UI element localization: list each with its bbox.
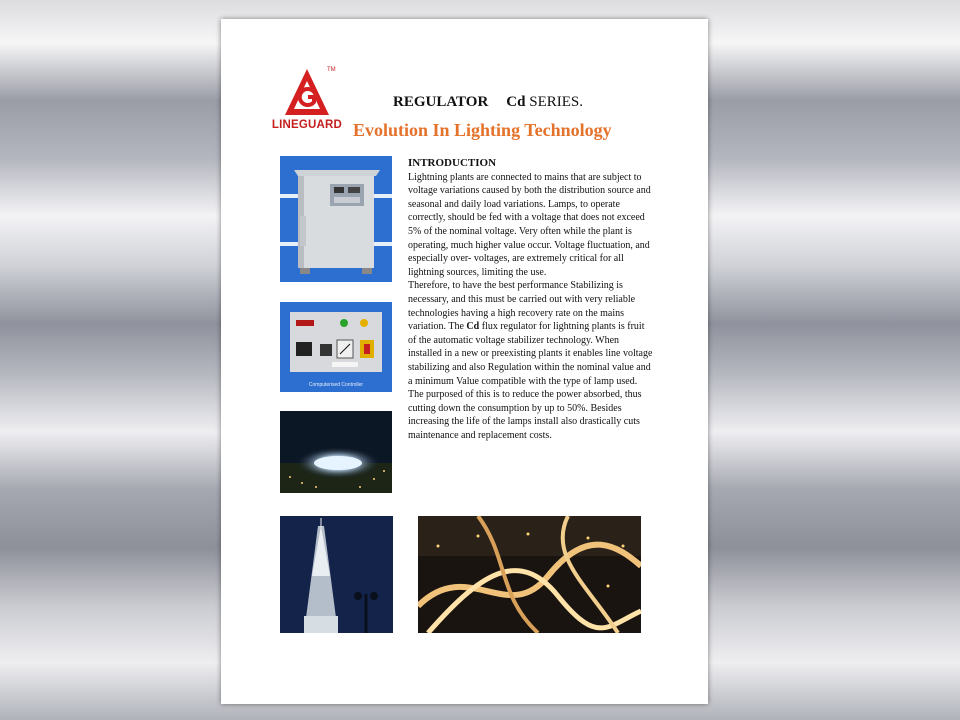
introduction-paragraph-1: Lightning plants are connected to mains that are subject to voltage variations caused by both the distribution source and seasonal and daily load variations. Lamps, to operate correctly, should be fed with a voltage that does not exceed 5% of the nominal voltage. Very often while the plant is operating, much higher value occur. Voltage fluctuation, and especially over- voltages, are extremely critical for all lightning sources, limiting the use. — [408, 171, 651, 278]
panel-caption: Computerised Controller — [308, 382, 364, 388]
title-series-code: Cd — [506, 94, 526, 110]
cabinet-photo — [280, 156, 392, 282]
brochure-page — [221, 19, 708, 704]
spire-photo — [280, 516, 393, 633]
introduction-paragraph-2 — [408, 279, 654, 442]
control-panel-photo — [280, 302, 392, 392]
lineguard-logo — [269, 67, 345, 139]
introduction-text — [408, 157, 654, 442]
title-regulator: REGULATOR — [393, 94, 489, 110]
trademark-mark: TM — [327, 67, 336, 73]
paragraph-2-start: Therefore, to have the best performance Stabilizing is necessary, and this must be carried out with very reliable technologies having a high recovery rate on the mains variation. The — [408, 280, 636, 333]
page-subtitle: Evolution In Lighting Technology — [353, 120, 612, 140]
title-series-word: SERIES. — [525, 94, 583, 110]
logo-brand-text: LINEGUARD — [271, 119, 343, 131]
paragraph-2-end: flux regulator for lightning plants is fruit of the automatic voltage stabilizer technology. When installed in a new or preexisting plants it enables line voltage stabilizing and also Regulation within the nominal value and a minimum Value compatible with the type of lamp used. The purposed of this is to reduce the power absorbed, thus cutting down the consumption by up to 50%. Besides increasing the life of the lamps install also drastically cuts maintenance and replacement costs. — [408, 321, 653, 441]
highway-photo — [418, 516, 641, 633]
page-title — [393, 94, 583, 111]
paragraph-2-cd: Cd — [466, 321, 480, 333]
introduction-heading: INTRODUCTION — [408, 157, 497, 169]
stadium-photo — [280, 411, 392, 493]
logo-triangle-icon — [283, 67, 331, 117]
